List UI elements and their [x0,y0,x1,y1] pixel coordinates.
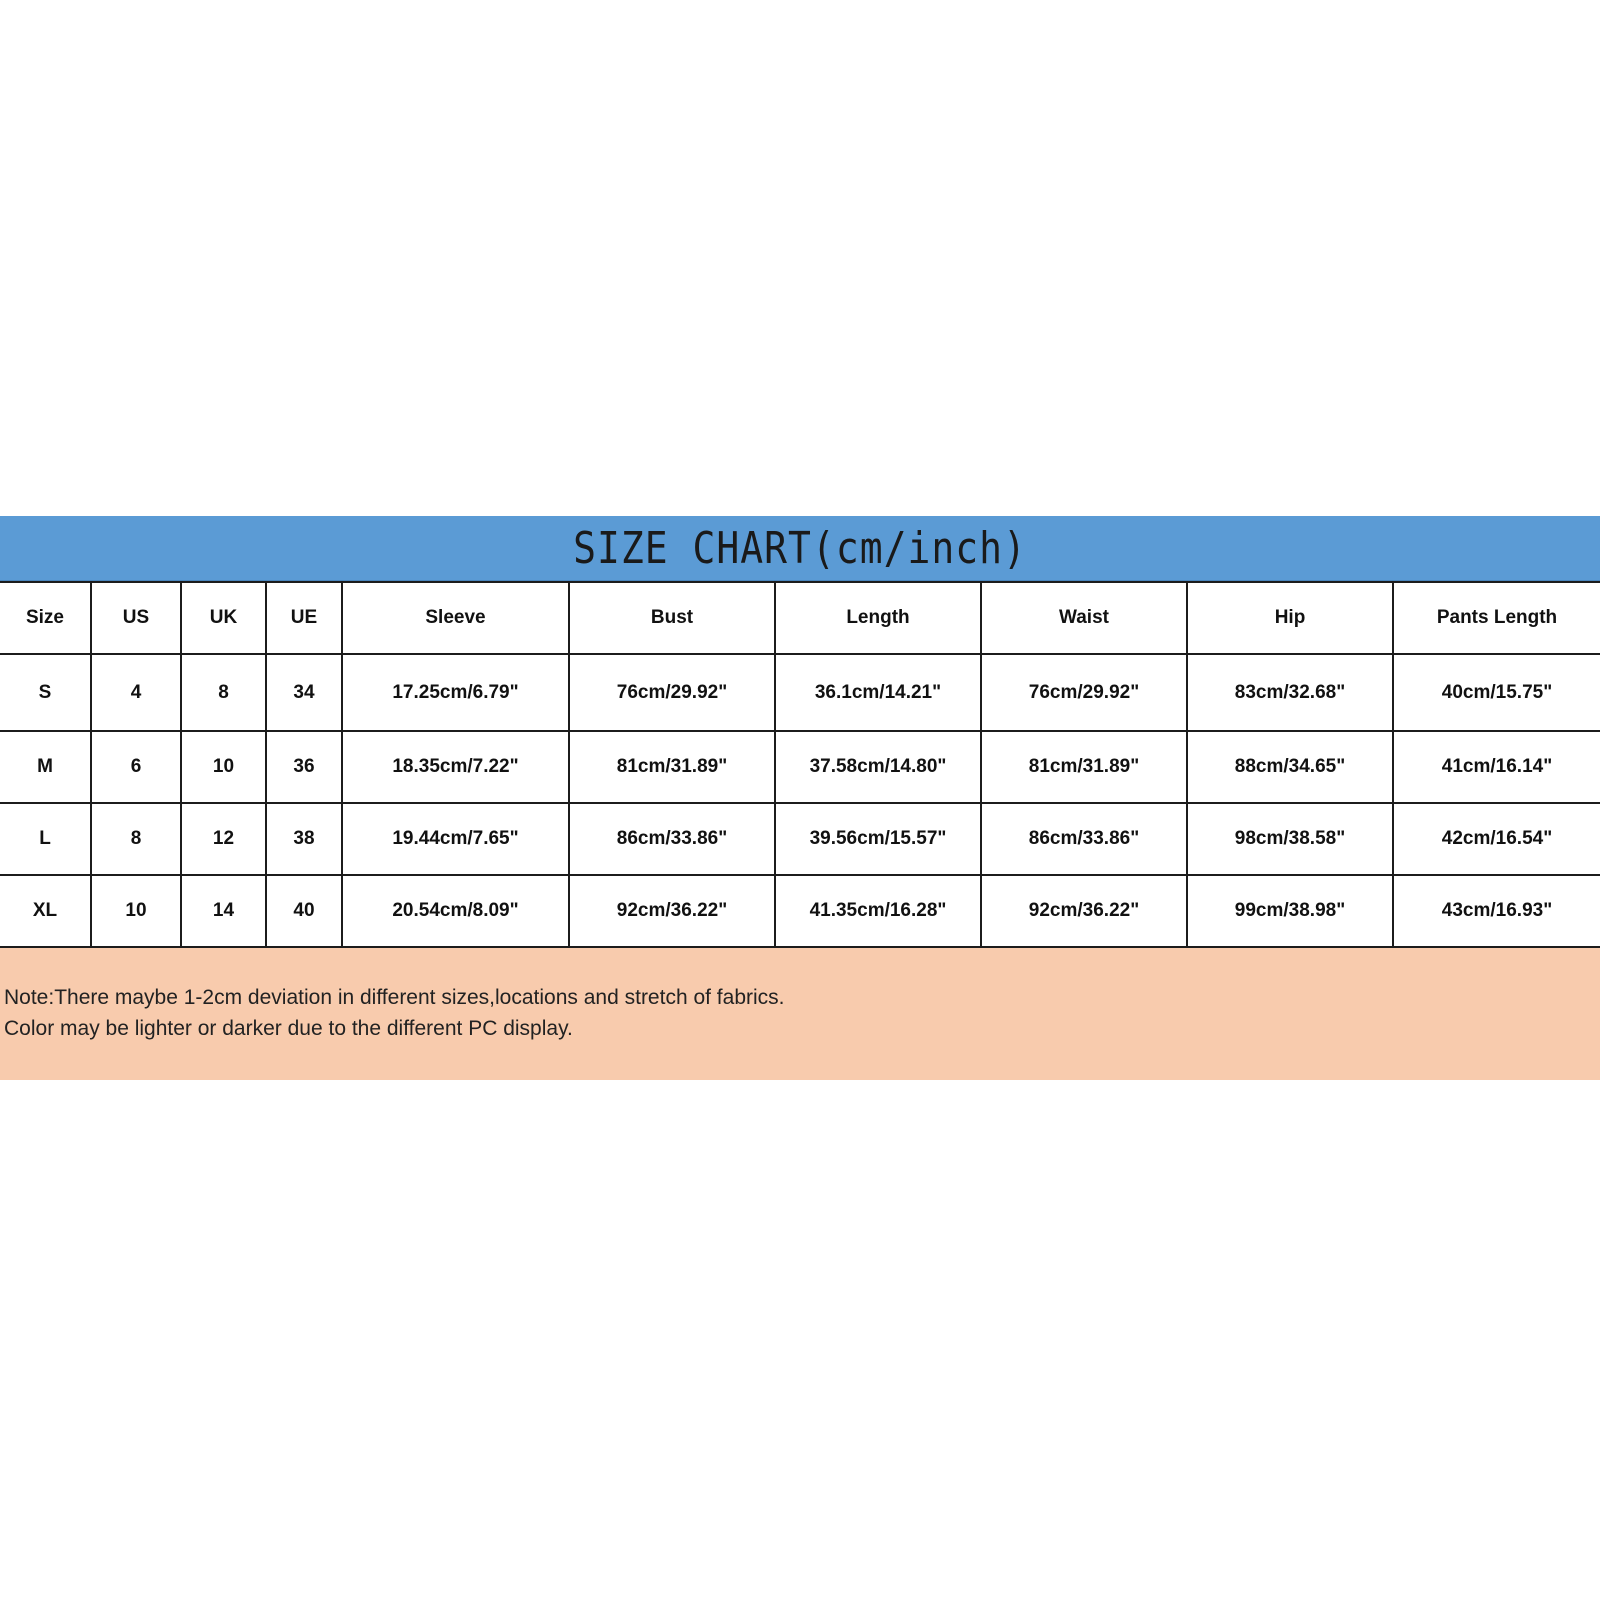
size-chart-title: SIZE CHART(cm/inch) [573,522,1027,574]
cell-bust: 76cm/29.92" [569,654,775,731]
cell-length: 39.56cm/15.57" [775,803,981,875]
cell-uk: 12 [181,803,266,875]
cell-ue: 34 [266,654,342,731]
cell-ue: 38 [266,803,342,875]
header-pants-length: Pants Length [1393,582,1600,654]
cell-uk: 8 [181,654,266,731]
cell-bust: 81cm/31.89" [569,731,775,803]
header-sleeve: Sleeve [342,582,569,654]
cell-sleeve: 19.44cm/7.65" [342,803,569,875]
size-chart-title-bar [0,516,1600,581]
cell-sleeve: 18.35cm/7.22" [342,731,569,803]
note-box [0,948,1600,1080]
cell-waist: 86cm/33.86" [981,803,1187,875]
cell-us: 4 [91,654,181,731]
header-us: US [91,582,181,654]
cell-uk: 14 [181,875,266,947]
cell-length: 37.58cm/14.80" [775,731,981,803]
table-row [0,654,1600,731]
size-table [0,581,1600,948]
header-row [0,582,1600,654]
cell-bust: 92cm/36.22" [569,875,775,947]
cell-length: 36.1cm/14.21" [775,654,981,731]
cell-hip: 83cm/32.68" [1187,654,1393,731]
table-row [0,803,1600,875]
header-uk: UK [181,582,266,654]
table-row [0,731,1600,803]
cell-ue: 36 [266,731,342,803]
cell-size: XL [0,875,91,947]
cell-ue: 40 [266,875,342,947]
cell-size: M [0,731,91,803]
cell-hip: 98cm/38.58" [1187,803,1393,875]
note-line-1: Note:There maybe 1-2cm deviation in different sizes,locations and stretch of fabrics. [4,986,785,1009]
header-bust: Bust [569,582,775,654]
cell-sleeve: 20.54cm/8.09" [342,875,569,947]
cell-sleeve: 17.25cm/6.79" [342,654,569,731]
cell-waist: 92cm/36.22" [981,875,1187,947]
header-hip: Hip [1187,582,1393,654]
cell-length: 41.35cm/16.28" [775,875,981,947]
header-ue: UE [266,582,342,654]
cell-size: L [0,803,91,875]
cell-pants-length: 40cm/15.75" [1393,654,1600,731]
header-length: Length [775,582,981,654]
header-size: Size [0,582,91,654]
size-chart [0,516,1600,1080]
cell-waist: 81cm/31.89" [981,731,1187,803]
note-line-2: Color may be lighter or darker due to the different PC display. [4,1017,573,1040]
cell-uk: 10 [181,731,266,803]
cell-us: 10 [91,875,181,947]
cell-pants-length: 42cm/16.54" [1393,803,1600,875]
table-row [0,875,1600,947]
cell-pants-length: 41cm/16.14" [1393,731,1600,803]
cell-hip: 99cm/38.98" [1187,875,1393,947]
cell-pants-length: 43cm/16.93" [1393,875,1600,947]
header-waist: Waist [981,582,1187,654]
cell-waist: 76cm/29.92" [981,654,1187,731]
cell-us: 8 [91,803,181,875]
cell-us: 6 [91,731,181,803]
cell-bust: 86cm/33.86" [569,803,775,875]
cell-hip: 88cm/34.65" [1187,731,1393,803]
cell-size: S [0,654,91,731]
